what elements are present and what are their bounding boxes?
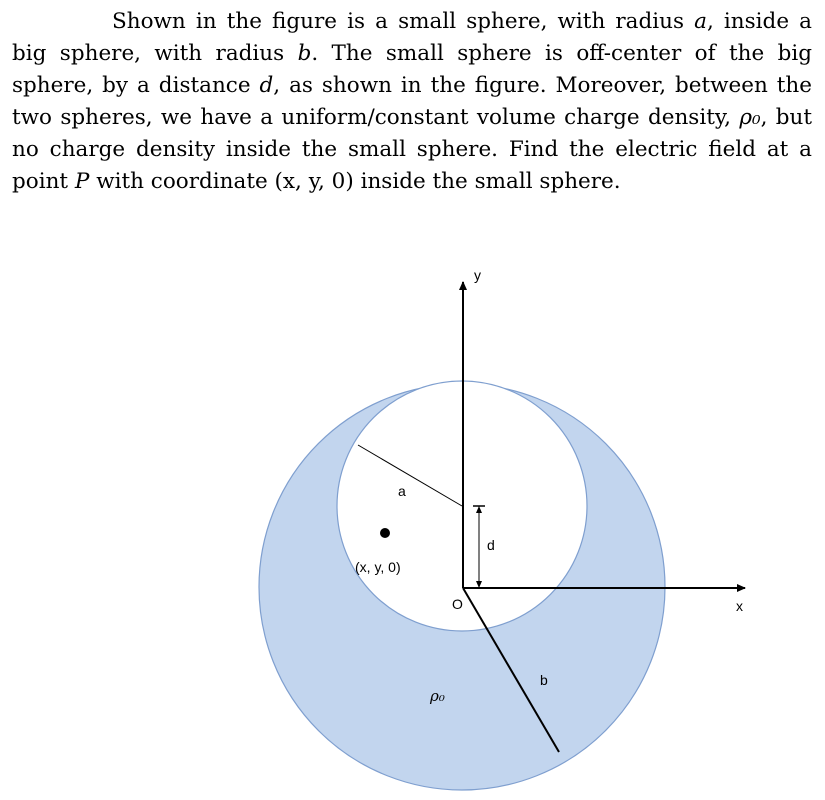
var-coordinate: (x, y, 0) — [274, 169, 354, 194]
radius-a-label: a — [398, 483, 406, 499]
problem-text: , as shown in the figure. Moreover, between the two spheres, we have a uniform/constant volume charge density, — [12, 73, 812, 130]
charge-density-label: ρ₀ — [430, 687, 445, 705]
problem-text: with coordinate — [89, 169, 275, 194]
problem-text: , inside a big sphere, with radius — [12, 9, 812, 66]
var-P: P — [74, 169, 90, 194]
problem-text: inside the small sphere. — [353, 169, 621, 194]
var-a: a — [694, 9, 707, 34]
x-axis-label: x — [736, 598, 743, 614]
problem-text: , but no charge density inside the small sphere. Find the electric field at a point — [12, 105, 812, 194]
y-axis-label: y — [474, 267, 481, 283]
problem-text: . The small sphere is off-center of the big sphere, by a distance — [12, 41, 812, 98]
radius-b-label: b — [540, 672, 548, 688]
var-d: d — [259, 73, 274, 98]
point-p-label: (x, y, 0) — [355, 559, 401, 575]
origin-label: O — [452, 596, 463, 612]
point-p-marker — [380, 528, 390, 538]
problem-text: Shown in the figure is a small sphere, with radius — [112, 9, 695, 34]
var-b: b — [297, 41, 312, 66]
var-rho: ρ₀ — [739, 105, 761, 130]
offset-d-label: d — [487, 537, 495, 553]
